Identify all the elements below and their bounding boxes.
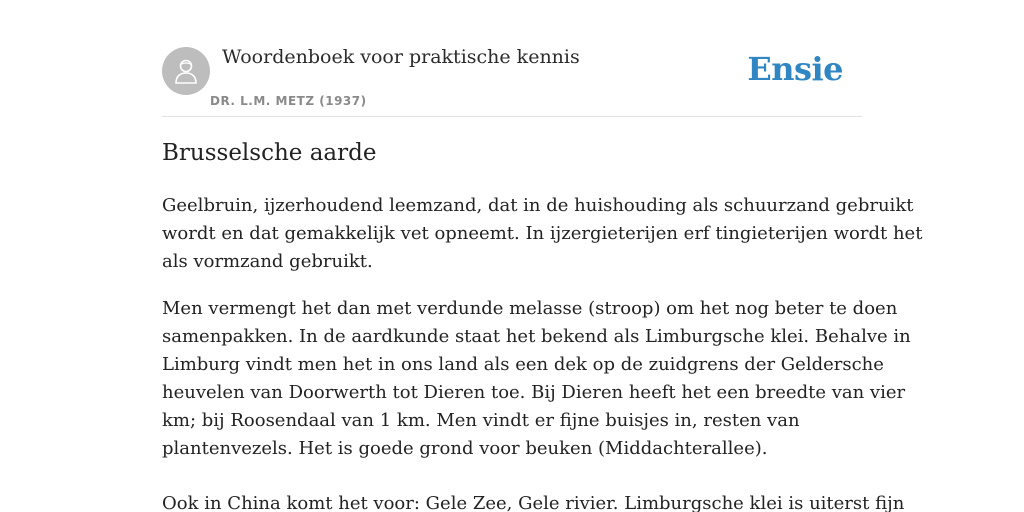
paragraph-line: plantenvezels. Het is goede grond voor beuken (Middachterallee). bbox=[162, 438, 768, 459]
entry-paragraph bbox=[162, 295, 911, 463]
user-icon[interactable] bbox=[162, 47, 210, 95]
paragraph-line: samenpakken. In de aardkunde staat het bekend als Limburgsche klei. Behalve in bbox=[162, 326, 911, 347]
source-header bbox=[162, 0, 862, 117]
paragraph-line: Men vermengt het dan met verdunde melasse (stroop) om het nog beter te doen bbox=[162, 298, 898, 319]
paragraph-line: Ook in China komt het voor: Gele Zee, Gele rivier. Limburgsche klei is uiterst fijn bbox=[162, 493, 905, 512]
site-logo[interactable]: Ensie bbox=[747, 50, 843, 88]
entry-paragraph bbox=[162, 490, 905, 512]
paragraph-line: Geelbruin, ijzerhoudend leemzand, dat in de huishouding als schuurzand gebruikt bbox=[162, 195, 914, 216]
paragraph-line: km; bij Roosendaal van 1 km. Men vindt er fijne buisjes in, resten van bbox=[162, 410, 800, 431]
user-icon-glyph bbox=[173, 57, 199, 85]
paragraph-line: wordt en dat gemakkelijk vet opneemt. In ijzergieterijen erf tingieterijen wordt het bbox=[162, 223, 923, 244]
entry-title: Brusselsche aarde bbox=[162, 140, 377, 166]
paragraph-line: als vormzand gebruikt. bbox=[162, 251, 373, 272]
source-title[interactable]: Woordenboek voor praktische kennis bbox=[222, 46, 580, 68]
page bbox=[162, 0, 923, 512]
entry-paragraph bbox=[162, 192, 923, 276]
paragraph-line: Limburg vindt men het in ons land als een dek op de zuidgrens der Geldersche bbox=[162, 354, 884, 375]
paragraph-line: heuvelen van Doorwerth tot Dieren toe. Bij Dieren heeft het een breedte van vier bbox=[162, 382, 906, 403]
author-byline[interactable]: DR. L.M. METZ (1937) bbox=[210, 94, 367, 108]
